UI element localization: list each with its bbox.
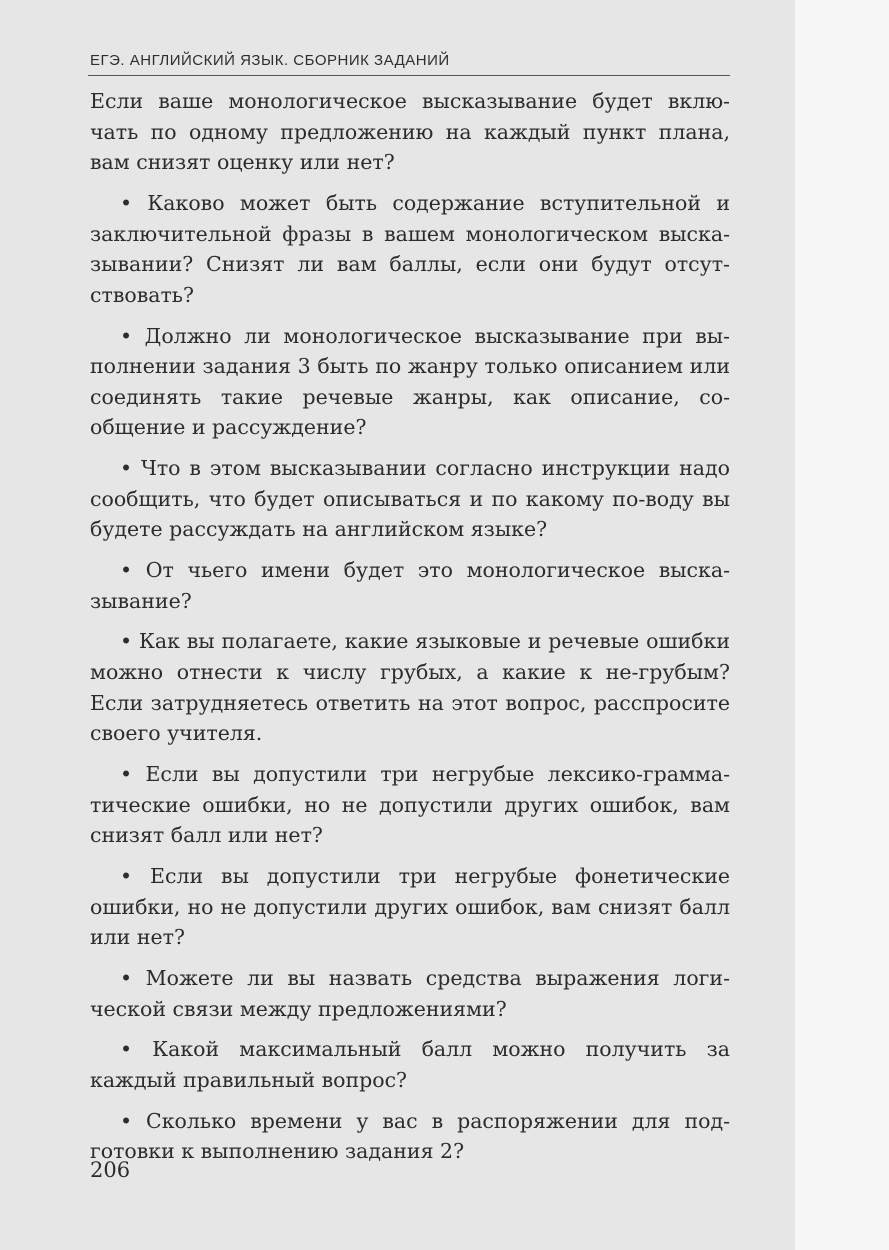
bullet-paragraph-8: • Можете ли вы назвать средства выражения логи-ческой связи между предложениями? bbox=[90, 965, 730, 1021]
bullet-paragraph-10: • Сколько времени у вас в распоряжении для под-готовки к выполнению задания 2? bbox=[90, 1108, 730, 1164]
bullet-paragraph-6: • Если вы допустили три негрубые лексико-грамма-тические ошибки, но не допустили других ошибок, вам снизят балл или нет? bbox=[90, 762, 730, 848]
bullet-paragraph-1: • Каково может быть содержание вступительной и заключительной фразы в вашем монологическом выска-зывании? Снизят ли вам баллы, если они будут отсут-ствовать? bbox=[90, 190, 730, 307]
scan-margin bbox=[795, 0, 889, 1250]
running-header: ЕГЭ. АНГЛИЙСКИЙ ЯЗЫК. СБОРНИК ЗАДАНИЙ bbox=[90, 52, 450, 69]
bullet-paragraph-5: • Как вы полагаете, какие языковые и речевые ошибки можно отнести к числу грубых, а какие к не-грубым? Если затрудняетесь ответить на этот вопрос, расспросите своего учителя. bbox=[90, 629, 730, 746]
header-rule bbox=[88, 75, 730, 76]
page-number: 206 bbox=[90, 1158, 131, 1182]
bullet-paragraph-4: • От чьего имени будет это монологическое выска-зывание? bbox=[90, 558, 730, 613]
page-body bbox=[90, 86, 730, 1177]
bullet-paragraph-7: • Если вы допустили три негрубые фонетические ошибки, но не допустили других ошибок, вам снизят балл или нет? bbox=[90, 863, 730, 950]
intro-paragraph: Если ваше монологическое высказывание будет вклю-чать по одному предложению на каждый пункт плана, вам снизят оценку или нет? bbox=[90, 89, 730, 175]
bullet-paragraph-2: • Должно ли монологическое высказывание при вы-полнении задания 3 быть по жанру только описанием или соединять такие речевые жанры, как описание, со-общение и рассуждение? bbox=[90, 323, 730, 440]
bullet-paragraph-9: • Какой максимальный балл можно получить за каждый правильный вопрос? bbox=[90, 1037, 730, 1092]
bullet-paragraph-3: • Что в этом высказывании согласно инструкции надо сообщить, что будет описываться и по какому по-воду вы будете рассуждать на английском языке? bbox=[90, 456, 730, 542]
